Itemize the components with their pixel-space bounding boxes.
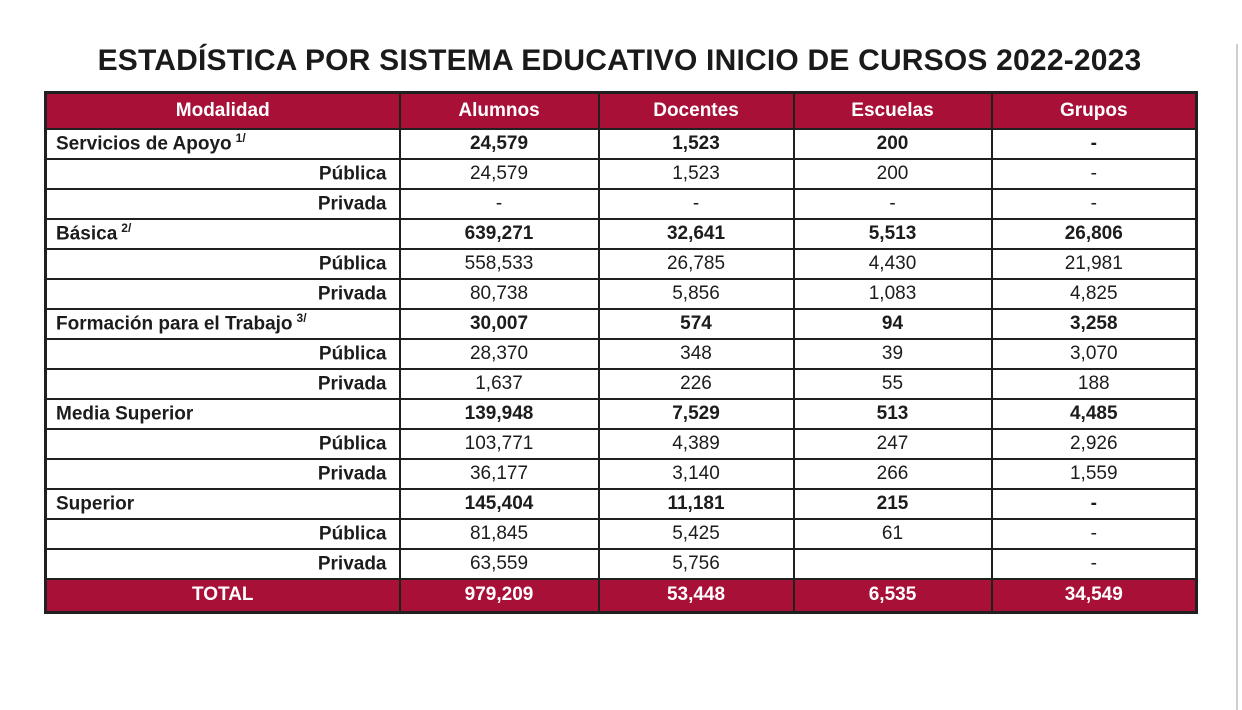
table-row — [46, 459, 1197, 489]
modalidad-cell — [46, 459, 400, 489]
modalidad-cell — [46, 249, 400, 279]
modalidad-cell — [46, 489, 400, 519]
docentes-cell: 32,641 — [599, 219, 794, 249]
table-row — [46, 189, 1197, 219]
modalidad-cell — [46, 219, 400, 249]
column-header-grupos: Grupos — [992, 93, 1197, 129]
escuelas-cell: 200 — [794, 159, 992, 189]
grupos-cell: - — [992, 159, 1197, 189]
alumnos-cell: - — [400, 189, 599, 219]
column-header-escuelas: Escuelas — [794, 93, 992, 129]
escuelas-cell: 61 — [794, 519, 992, 549]
grupos-cell: 4,485 — [992, 399, 1197, 429]
escuelas-cell: 215 — [794, 489, 992, 519]
column-header-docentes: Docentes — [599, 93, 794, 129]
grupos-cell: 4,825 — [992, 279, 1197, 309]
alumnos-cell: 24,579 — [400, 129, 599, 159]
docentes-cell: 574 — [599, 309, 794, 339]
table-row — [46, 159, 1197, 189]
table-row — [46, 429, 1197, 459]
total-grupos: 34,549 — [992, 579, 1197, 613]
header-row — [46, 93, 1197, 129]
modalidad-label: Pública — [318, 163, 387, 185]
escuelas-cell: 200 — [794, 129, 992, 159]
column-header-alumnos: Alumnos — [400, 93, 599, 129]
escuelas-cell — [794, 549, 992, 579]
grupos-cell: - — [992, 519, 1197, 549]
alumnos-cell: 103,771 — [400, 429, 599, 459]
docentes-cell: 5,425 — [599, 519, 794, 549]
modalidad-cell — [46, 129, 400, 159]
modalidad-cell — [46, 429, 400, 459]
modalidad-label: Superior — [56, 493, 135, 515]
alumnos-cell: 81,845 — [400, 519, 599, 549]
escuelas-cell: 1,083 — [794, 279, 992, 309]
alumnos-cell: 63,559 — [400, 549, 599, 579]
grupos-cell: 21,981 — [992, 249, 1197, 279]
modalidad-cell — [46, 279, 400, 309]
docentes-cell: 11,181 — [599, 489, 794, 519]
alumnos-cell: 80,738 — [400, 279, 599, 309]
table-row — [46, 519, 1197, 549]
modalidad-cell — [46, 189, 400, 219]
modalidad-label: Pública — [318, 523, 387, 545]
statistics-table — [44, 91, 1198, 614]
footnote-marker: 3/ — [296, 311, 307, 326]
grupos-cell: 3,258 — [992, 309, 1197, 339]
table-row — [46, 489, 1197, 519]
docentes-cell: 26,785 — [599, 249, 794, 279]
modalidad-cell — [46, 309, 400, 339]
modalidad-label: Pública — [318, 253, 387, 275]
alumnos-cell: 558,533 — [400, 249, 599, 279]
docentes-cell: 7,529 — [599, 399, 794, 429]
alumnos-cell: 145,404 — [400, 489, 599, 519]
alumnos-cell: 36,177 — [400, 459, 599, 489]
total-row — [46, 579, 1197, 613]
docentes-cell: 5,856 — [599, 279, 794, 309]
total-escuelas: 6,535 — [794, 579, 992, 613]
modalidad-label: Privada — [317, 283, 387, 305]
table-row — [46, 549, 1197, 579]
table-row — [46, 129, 1197, 159]
table-row — [46, 369, 1197, 399]
table-row — [46, 219, 1197, 249]
grupos-cell: 188 — [992, 369, 1197, 399]
grupos-cell: 3,070 — [992, 339, 1197, 369]
modalidad-cell — [46, 399, 400, 429]
escuelas-cell: 55 — [794, 369, 992, 399]
escuelas-cell: 39 — [794, 339, 992, 369]
modalidad-label: Pública — [318, 343, 387, 365]
escuelas-cell: 247 — [794, 429, 992, 459]
alumnos-cell: 639,271 — [400, 219, 599, 249]
alumnos-cell: 28,370 — [400, 339, 599, 369]
modalidad-label: Básica — [56, 223, 118, 245]
modalidad-label: Servicios de Apoyo — [56, 133, 232, 155]
escuelas-cell: - — [794, 189, 992, 219]
alumnos-cell: 139,948 — [400, 399, 599, 429]
escuelas-cell: 94 — [794, 309, 992, 339]
grupos-cell: 1,559 — [992, 459, 1197, 489]
alumnos-cell: 1,637 — [400, 369, 599, 399]
page-edge-line — [1236, 44, 1238, 710]
escuelas-cell: 266 — [794, 459, 992, 489]
docentes-cell: - — [599, 189, 794, 219]
footnote-marker: 1/ — [235, 131, 246, 146]
modalidad-label: Privada — [317, 463, 387, 485]
footnote-marker: 2/ — [121, 221, 132, 236]
modalidad-label: Formación para el Trabajo — [56, 313, 293, 335]
docentes-cell: 3,140 — [599, 459, 794, 489]
modalidad-cell — [46, 369, 400, 399]
column-header-modalidad: Modalidad — [46, 93, 400, 129]
modalidad-label: Privada — [317, 553, 387, 575]
table-row — [46, 309, 1197, 339]
table-row — [46, 339, 1197, 369]
escuelas-cell: 5,513 — [794, 219, 992, 249]
docentes-cell: 226 — [599, 369, 794, 399]
modalidad-label: Pública — [318, 433, 387, 455]
total-label: TOTAL — [46, 579, 400, 613]
docentes-cell: 1,523 — [599, 129, 794, 159]
grupos-cell: 26,806 — [992, 219, 1197, 249]
page-title: ESTADÍSTICA POR SISTEMA EDUCATIVO INICIO DE CURSOS 2022-2023 — [97, 44, 1142, 77]
docentes-cell: 1,523 — [599, 159, 794, 189]
grupos-cell: - — [992, 189, 1197, 219]
modalidad-label: Privada — [317, 193, 387, 215]
docentes-cell: 348 — [599, 339, 794, 369]
table-row — [46, 279, 1197, 309]
modalidad-cell — [46, 549, 400, 579]
table-row — [46, 249, 1197, 279]
modalidad-cell — [46, 519, 400, 549]
modalidad-label: Privada — [317, 373, 387, 395]
grupos-cell: - — [992, 129, 1197, 159]
modalidad-cell — [46, 339, 400, 369]
alumnos-cell: 30,007 — [400, 309, 599, 339]
total-docentes: 53,448 — [599, 579, 794, 613]
escuelas-cell: 4,430 — [794, 249, 992, 279]
grupos-cell: - — [992, 549, 1197, 579]
total-alumnos: 979,209 — [400, 579, 599, 613]
modalidad-label: Media Superior — [56, 403, 194, 425]
grupos-cell: 2,926 — [992, 429, 1197, 459]
docentes-cell: 5,756 — [599, 549, 794, 579]
alumnos-cell: 24,579 — [400, 159, 599, 189]
modalidad-cell — [46, 159, 400, 189]
docentes-cell: 4,389 — [599, 429, 794, 459]
escuelas-cell: 513 — [794, 399, 992, 429]
table-row — [46, 399, 1197, 429]
grupos-cell: - — [992, 489, 1197, 519]
